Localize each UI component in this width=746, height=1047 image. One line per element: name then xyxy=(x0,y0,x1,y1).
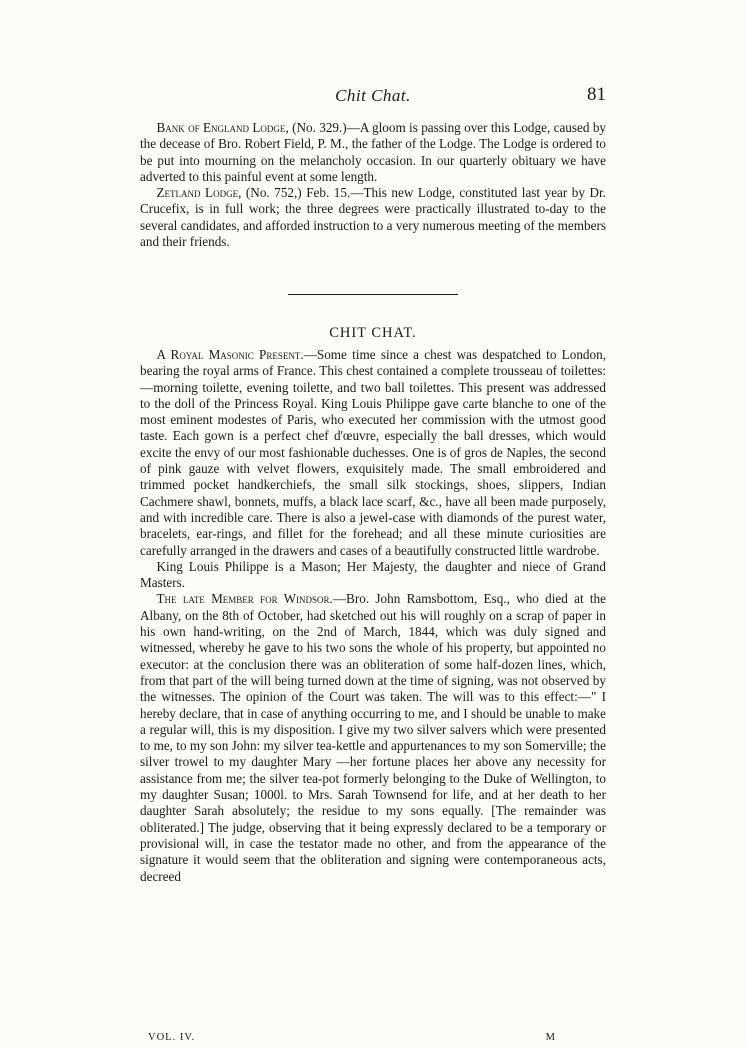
lodge-name: Zetland Lodge xyxy=(156,185,239,201)
signature-mark: M xyxy=(545,1032,556,1043)
volume-mark: VOL. IV. xyxy=(148,1032,196,1043)
section-divider xyxy=(288,294,458,295)
article-text: —Bro. John Ramsbottom, Esq., who died at the Albany, on the 8th of October, had sketched out his will roughly on a scrap of paper in his own hand-writing, on the 2nd of March, 1844, which was duly signed and witnessed, whereby he gave to his two sons the whole of his property, but appointed no executor: at the conclusion there was an obliteration of some half-dozen lines, which, from that part of the will being turned down at the time of signing, was not observed by the witnesses. The opinion of the Court was taken. The will was to this effect:—" I hereby declare, that in case of anything occurring to me, and I should be unable to make a regular will, this is my disposition. I give my two silver salvers which were presented to me, to my son John: my silver tea-kettle and appurtenances to my son Somerville; the silver trowel to my daughter Mary —her fortune places her above any necessity for assistance from me; the silver tea-pot formerly belonging to the Duke of Wellington, to my daughter Susan; 1000l. to Mrs. Sarah Townsend for life, and at her death to her daughter Sarah absolutely; the residue to my sons equally. [The remainder was obliterated.] The judge, observing that it being expressly declared to be a temporary or provisional will, in case the testator made no other, and from the appearance of the signature it would seem that the obliteration and signing were contemporaneous acts, decreed xyxy=(140,591,606,884)
lodge-paragraph xyxy=(140,185,606,250)
lodge-text: , (No. 329.)—A gloom is passing over this Lodge, caused by the decease of Bro. Robert Field, P. M., the father of the Lodge. The Lodge is ordered to be put into mourning on the melancholy occasion. In our quarterly obituary we have adverted to this painful event at some length. xyxy=(140,120,607,184)
printer-signature xyxy=(148,1032,556,1046)
article-paragraph xyxy=(140,591,606,884)
page-header xyxy=(140,86,606,110)
lodge-text: , (No. 752,) Feb. 15.—This new Lodge, constituted last year by Dr. Crucefix, is in full work; the three degrees were practically illustrated to-day to the several candidates, and afforded instruction to a very numerous meeting of the members and their friends. xyxy=(140,185,606,250)
section-title: CHIT CHAT. xyxy=(329,325,417,341)
article-text: —Some time since a chest was despatched to London, bearing the royal arms of France. This chest contained a complete trousseau of toilettes:—morning toilette, evening toilette, and two ball toilettes. This present was addressed to the doll of the Princess Royal. King Louis Philippe gave carte blanche to one of the most eminent modestes of Paris, who executed her commission with the utmost good taste. Each gown is a perfect chef d'œuvre, especially the ball dresses, which would excite the envy of our most fashionable duchesses. One is of gros de Naples, the second of pink gauze with velvet flowers, exquisitely made. The small embroidered and trimmed pocket handkerchiefs, the small silk stockings, shoes, slippers, Indian Cachmere shawl, bonnets, muffs, a black lace scarf, &c., have all been made purposely, and with incredible care. There is also a jewel-case with diamonds of the purest water, bracelets, ear-rings, and fillet for the forehead; and all these minute curiosities are carefully arranged in the drawers and cases of a beautifully constructed little wardrobe. xyxy=(140,347,607,558)
article-paragraph xyxy=(140,559,606,592)
page-number: 81 xyxy=(587,84,606,105)
lodge-name: Bank of England Lodge xyxy=(156,120,286,135)
article-text: King Louis Philippe is a Mason; Her Majesty, the daughter and niece of Grand Masters. xyxy=(140,558,606,591)
lodge-reports xyxy=(140,120,606,250)
article-lead: A Royal Masonic Present. xyxy=(156,347,304,362)
article-paragraph xyxy=(140,347,606,559)
lodge-paragraph xyxy=(140,120,606,185)
chit-chat-section xyxy=(140,347,606,885)
article-lead: The late Member for Windsor. xyxy=(156,591,333,607)
running-title: Chit Chat. xyxy=(335,86,411,105)
